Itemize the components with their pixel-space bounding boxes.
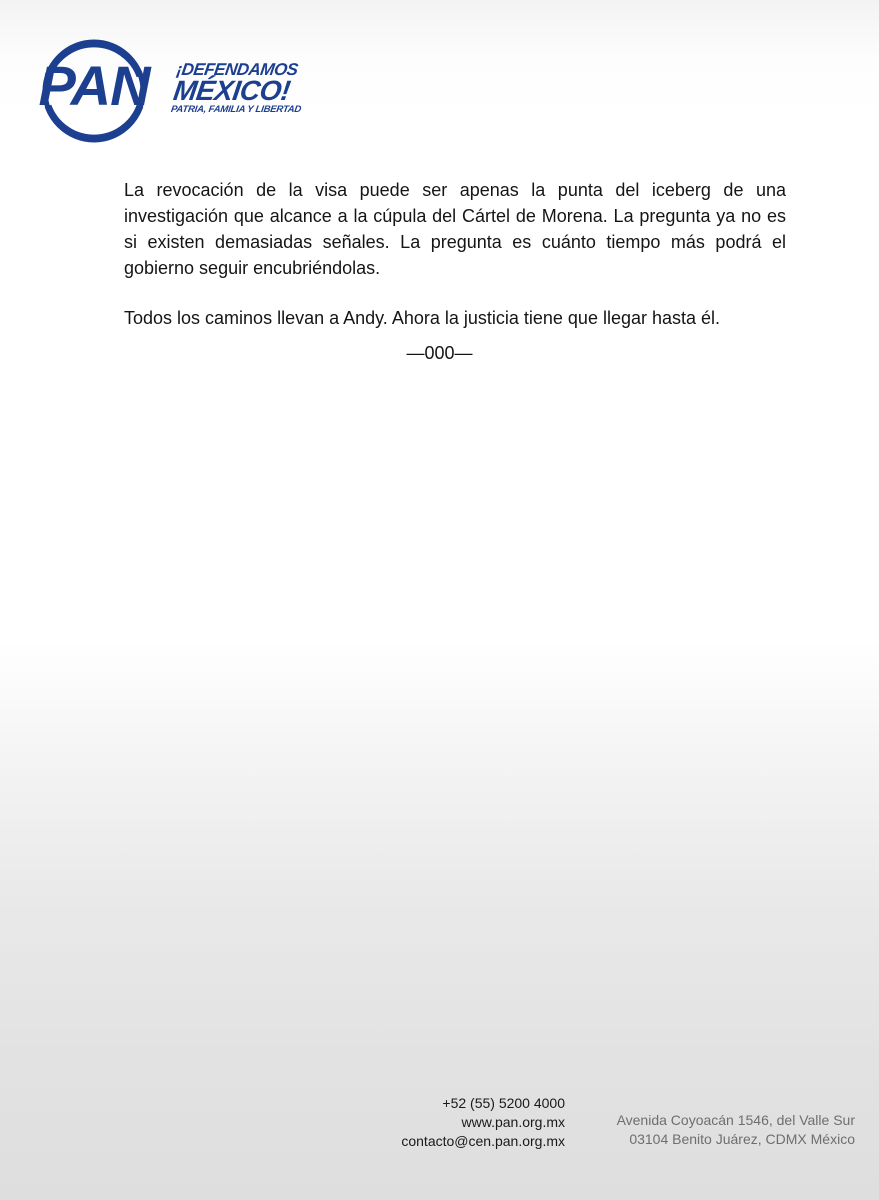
document-body [124,177,786,331]
campaign-slogan [170,61,318,115]
footer-phone: +52 (55) 5200 4000 [442,1095,565,1111]
footer-email: contacto@cen.pan.org.mx [401,1133,565,1149]
slogan-top-line: ¡DEFENDAMOS [175,60,299,79]
footer-address-line-2: 03104 Benito Juárez, CDMX México [629,1131,855,1147]
footer-address [617,1111,855,1149]
body-paragraph-1: La revocación de la visa puede ser apenas la punta del iceberg de una investigación que alcance a la cúpula del Cártel de Morena. La pregunta ya no es si existen demasiadas señales. La pregunta es cuánto tiempo más podrá el gobierno seguir encubriéndolas. [124,180,786,278]
footer-address-line-1: Avenida Coyoacán 1546, del Valle Sur [616,1112,855,1128]
footer-contact [401,1094,565,1151]
closing-mark: —000— [406,343,473,363]
pan-party-logo [28,36,160,146]
slogan-subtitle: PATRIA, FAMILIA Y LIBERTAD [170,104,302,115]
slogan-main-line: MÉXICO! [171,75,293,106]
body-paragraph-2: Todos los caminos llevan a Andy. Ahora la justicia tiene que llegar hasta él. [124,308,721,328]
footer-website: www.pan.org.mx [461,1114,565,1130]
letterhead-logos [28,36,318,151]
pan-logo-text: PAN [38,54,150,117]
